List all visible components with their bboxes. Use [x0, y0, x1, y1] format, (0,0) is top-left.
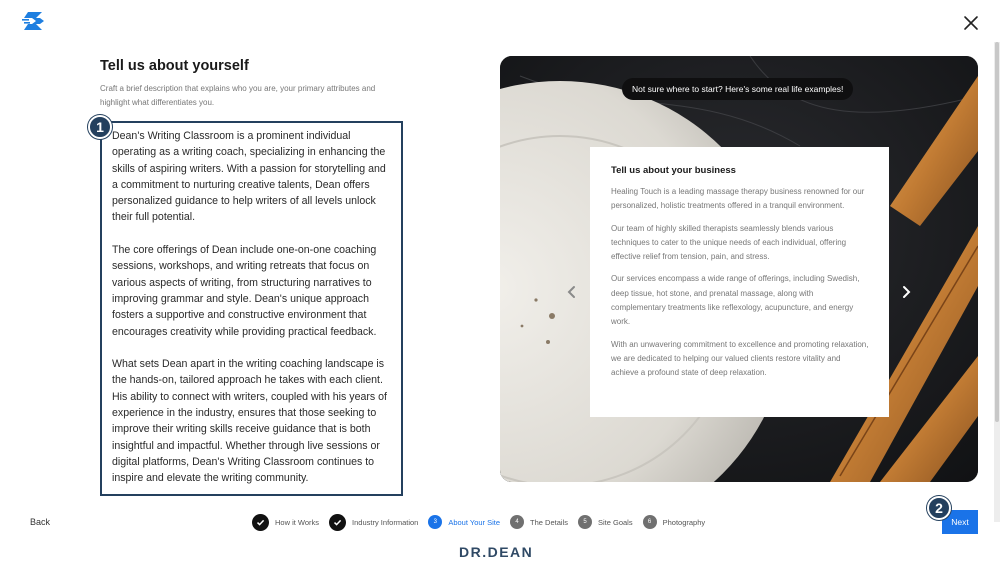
step-number: 3 — [428, 515, 442, 529]
step-label: Site Goals — [597, 517, 633, 527]
progress-steps — [252, 513, 715, 531]
step-badge-2: 2 — [927, 496, 951, 520]
step-label: Photography — [662, 517, 706, 527]
chevron-right-icon[interactable] — [898, 284, 914, 300]
step-about-your-site[interactable] — [428, 515, 500, 529]
checkmark-icon — [329, 514, 346, 531]
description-paragraph: What sets Dean apart in the writing coaching landscape is the hands-on, tailored approach he takes with each client. His ability to connect with writers, coupled with his years of experience in the industry, ensures that those seeking to improve their writing skills receive guidance that is both insightful and impactful. Whether through live sessions or digital platforms, Dean's Writing Classroom continues to inspire and elevate the writing community. — [112, 358, 387, 485]
example-paragraph: Our services encompass a wide range of offerings, including Swedish, deep tissue, hot stone, and prenatal massage, along with complementary treatments like reflexology, acupuncture, and energy work. — [611, 274, 860, 327]
step-how-it-works[interactable] — [252, 514, 319, 531]
scrollbar-thumb[interactable] — [995, 42, 999, 422]
example-paragraph: Our team of highly skilled therapists seamlessly blends various techniques to cater to the unique needs of each individual, offering effective relief from tension, pain, and stress. — [611, 223, 847, 262]
page-subtitle: Craft a brief description that explains who you are, your primary attributes and highlight what differentiates you. — [100, 84, 376, 107]
step-site-goals[interactable] — [578, 515, 633, 529]
example-paragraph: Healing Touch is a leading massage therapy business renowned for our personalized, holistic treatments offered in a tranquil environment. — [611, 187, 865, 211]
description-paragraph: Dean's Writing Classroom is a prominent individual operating as a writing coach, specializing in enhancing the skills of aspiring writers. With a passion for storytelling and a commitment to nurturing creative talents, Dean offers personalized guidance to help writers of all levels unlock their full potential. — [112, 130, 386, 224]
example-card — [590, 147, 889, 417]
step-number: 6 — [643, 515, 657, 529]
step-label: How it Works — [275, 517, 320, 527]
step-label: Industry Information — [352, 517, 419, 527]
stacked-chevron-logo-icon — [22, 10, 48, 32]
step-the-details[interactable] — [510, 515, 568, 529]
page-title: Tell us about yourself — [100, 58, 249, 74]
back-button[interactable]: Back — [30, 517, 51, 527]
examples-hint: Not sure where to start? Here's some real life examples! — [622, 78, 853, 100]
close-icon[interactable] — [962, 14, 980, 32]
chevron-left-icon[interactable] — [564, 284, 580, 300]
step-number: 4 — [510, 515, 524, 529]
checkmark-icon — [252, 514, 269, 531]
step-label: About Your Site — [448, 517, 501, 527]
step-label: The Details — [530, 517, 568, 527]
step-badge-1: 1 — [88, 115, 112, 139]
step-number: 5 — [578, 515, 592, 529]
step-photography[interactable] — [643, 515, 706, 529]
description-paragraph: The core offerings of Dean include one-on-one coaching sessions, workshops, and writing retreats that focus on various aspects of writing, from structuring narratives to improving grammar and style. Dean's unique approach fosters a supportive and constructive environment that encourages creativity while providing practical feedback. — [112, 244, 377, 338]
step-industry-information[interactable] — [329, 514, 418, 531]
about-description-textarea[interactable] — [100, 121, 403, 496]
example-paragraph: With an unwavering commitment to excellence and promoting relaxation, we are dedicated to helping our valued clients restore vitality and achieve a profound state of deep relaxation. — [611, 339, 869, 378]
example-card-title: Tell us about your business — [611, 165, 736, 176]
next-button[interactable]: Next — [942, 510, 978, 534]
brand-logo: DR.DEAN — [459, 544, 534, 560]
examples-carousel — [500, 56, 978, 482]
